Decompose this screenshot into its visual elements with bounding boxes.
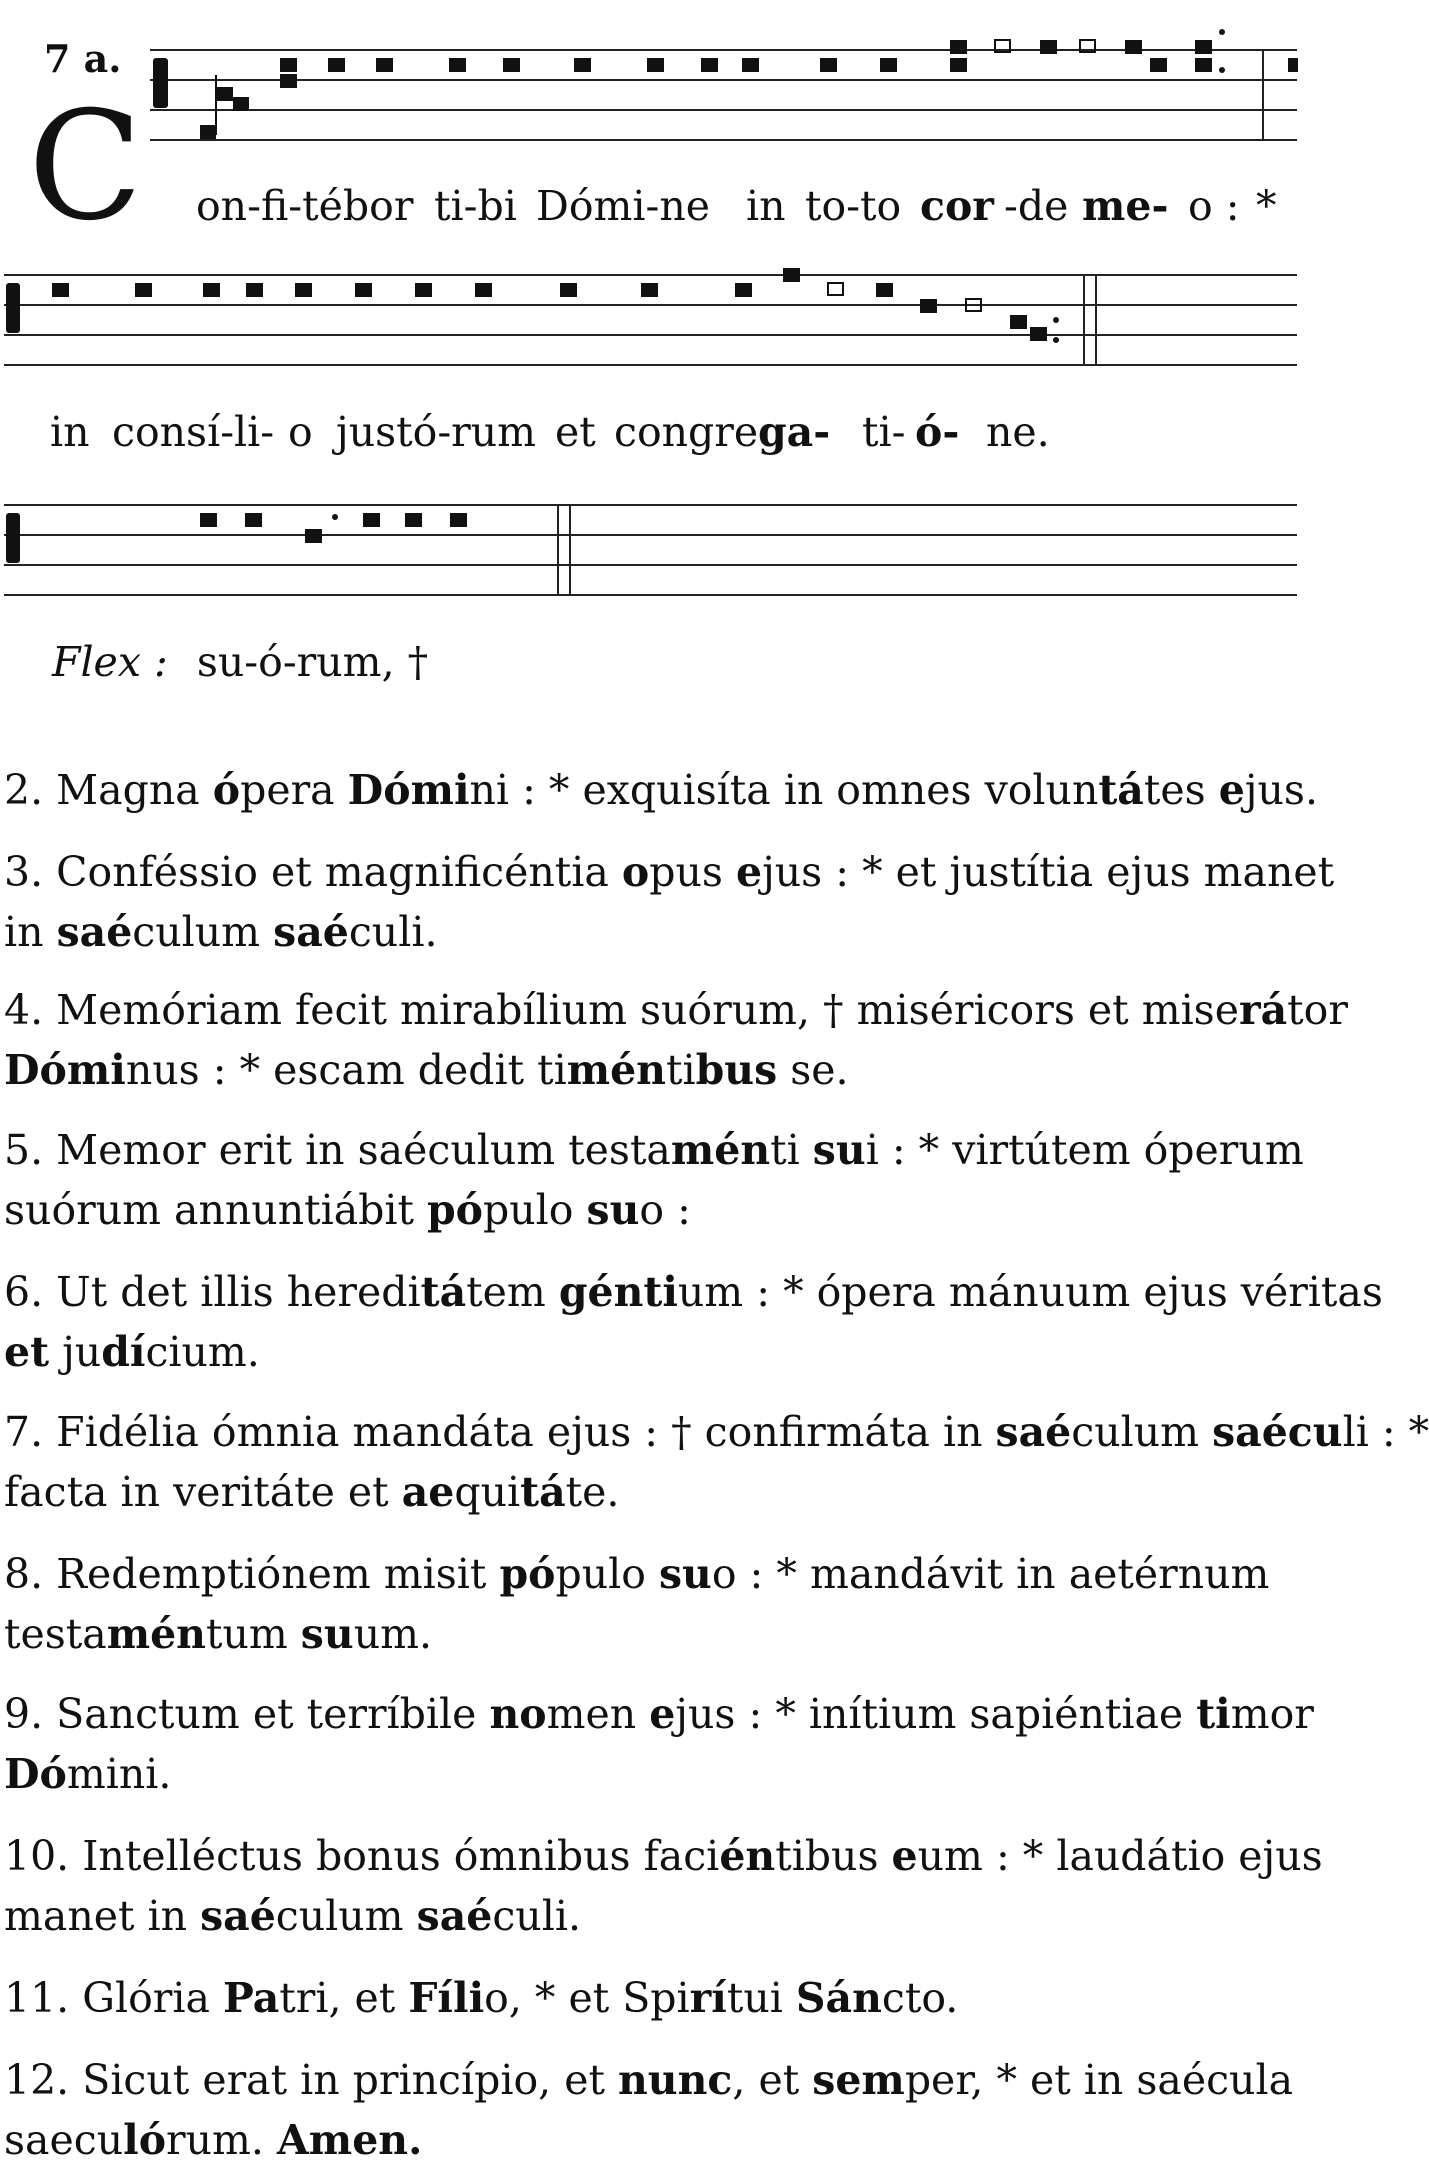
syllable: ne. (986, 408, 1050, 456)
verse-text: tibus (775, 1832, 892, 1880)
verse-6 (4, 1262, 1383, 1382)
verse-text: te. (565, 1468, 620, 1516)
accented-syllable: saécu (1212, 1408, 1343, 1456)
verse-text: in (4, 908, 57, 956)
verse-text: jus : * et justítia ejus manet (762, 848, 1335, 896)
verse-line (4, 1744, 1304, 1804)
accented-syllable: et (4, 1328, 50, 1376)
verse-text: facta in veritáte et (4, 1468, 402, 1516)
accented-syllable: su (586, 1186, 640, 1234)
accented-syllable: saé (416, 1892, 493, 1940)
verse-line (4, 1120, 1304, 1180)
verse-line (4, 902, 1304, 962)
syllable: justó-rum (336, 408, 537, 456)
verse-10 (4, 1826, 1323, 1946)
verse-11 (4, 1968, 1304, 2028)
syllable: me- (1082, 182, 1169, 230)
verse-text: tes (1143, 766, 1219, 814)
verse-text: um : * laudátio ejus (917, 1832, 1323, 1880)
syllable: ga- (758, 408, 831, 456)
verse-line (4, 1462, 1304, 1522)
verse-text: 5. Memor erit in saéculum testa (4, 1126, 671, 1174)
verse-text: culi. (348, 908, 438, 956)
syllable: et (555, 408, 596, 456)
verse-text: suórum annuntiábit (4, 1186, 428, 1234)
syllable: o : (1188, 182, 1240, 230)
verse-text: i : * virtútem óperum (865, 1126, 1304, 1174)
verse-text: ti (666, 1046, 696, 1094)
verse-text: pera (240, 766, 348, 814)
syllable: ti- (862, 408, 906, 456)
verse-text: jus. (1244, 766, 1318, 814)
verse-line (4, 1262, 1383, 1322)
accented-syllable: saé (995, 1408, 1072, 1456)
accented-syllable: o (621, 848, 650, 896)
mode-label: 7 a. (44, 36, 122, 81)
verse-line (4, 1180, 1304, 1240)
accented-syllable: su (300, 1610, 354, 1658)
verse-text: 9. Sanctum et terríbile (4, 1690, 490, 1738)
verse-text: saecu (4, 2116, 124, 2164)
accented-syllable: Dómi (4, 1046, 126, 1094)
verse-text: um : * ópera mánuum ejus véritas (677, 1268, 1383, 1316)
accented-syllable: no (489, 1690, 547, 1738)
verse-text: 6. Ut det illis heredi (4, 1268, 421, 1316)
verse-text: men (546, 1690, 650, 1738)
verse-text: per, * et in saécula (904, 2056, 1294, 2104)
verse-text: culum (275, 1892, 417, 1940)
verse-text: culum (1071, 1408, 1213, 1456)
verse-text: 12. Sicut erat in princípio, et (4, 2056, 618, 2104)
verse-text: tor (1287, 986, 1348, 1034)
syllable: cor (920, 182, 994, 230)
verse-text: mor (1230, 1690, 1314, 1738)
accented-syllable: su (812, 1126, 866, 1174)
verse-line (4, 1684, 1314, 1744)
accented-syllable: mén (670, 1126, 771, 1174)
accented-syllable: ae (401, 1468, 455, 1516)
accented-syllable: e (1218, 766, 1245, 814)
verse-text: culum (132, 908, 274, 956)
accented-syllable: génti (558, 1268, 678, 1316)
verse-text: tui (726, 1974, 796, 2022)
accented-syllable: rá (1239, 986, 1288, 1034)
verse-text: ju (49, 1328, 102, 1376)
accented-syllable: dí (101, 1328, 146, 1376)
verse-text: pulo (555, 1550, 659, 1598)
verse-text: tum (205, 1610, 301, 1658)
accented-syllable: ti (1196, 1690, 1231, 1738)
accented-syllable: saé (273, 908, 349, 956)
verse-text: tem (466, 1268, 559, 1316)
syllable: congre (614, 408, 759, 456)
verse-text: ti (770, 1126, 813, 1174)
verse-12 (4, 2050, 1304, 2170)
accented-syllable: mén (566, 1046, 666, 1094)
accented-syllable: su (658, 1550, 712, 1598)
accented-syllable: Dó (4, 1750, 67, 1798)
accented-syllable: ló (123, 2116, 167, 2164)
syllable: Dómi-ne (536, 182, 711, 230)
staff-1-notes (153, 29, 1298, 139)
verse-text: nus : * escam dedit ti (125, 1046, 567, 1094)
accented-syllable: nunc (618, 2056, 733, 2104)
verse-4 (4, 980, 1348, 1100)
verse-line (4, 2050, 1304, 2110)
verse-text: um. (353, 1610, 433, 1658)
accented-syllable: tá (420, 1268, 467, 1316)
verse-3 (4, 842, 1335, 962)
verse-text: cium. (145, 1328, 260, 1376)
verse-line (4, 1886, 1304, 1946)
verse-text: 10. Intelléctus bonus ómnibus faci (4, 1832, 720, 1880)
syllable: -de (1004, 182, 1069, 230)
verse-text: o : (639, 1186, 691, 1234)
syllable: ó- (915, 408, 960, 456)
verse-text: se. (777, 1046, 849, 1094)
verse-text: 7. Fidélia ómnia mandáta ejus : † confirmáta in (4, 1408, 996, 1456)
verse-line (4, 1402, 1429, 1462)
accented-syllable: Amen. (277, 2116, 423, 2164)
syllable: in (50, 408, 90, 456)
verse-text: pulo (483, 1186, 587, 1234)
syllable: * (1256, 182, 1277, 230)
verse-text: 8. Redemptiónem misit (4, 1550, 500, 1598)
accented-syllable: e (735, 848, 763, 896)
verse-text: o, * et Spi (484, 1974, 690, 2022)
verse-line (4, 760, 1318, 820)
verse-text: testa (4, 1610, 107, 1658)
flex-text: su-ó-rum, † (196, 638, 429, 686)
accented-syllable: tá (520, 1468, 566, 1516)
accented-syllable: Pa (222, 1974, 280, 2022)
verse-text: 4. Memóriam fecit mirabílium suórum, † miséricors et mise (4, 986, 1239, 1034)
verse-7 (4, 1402, 1429, 1522)
verse-text: ni : * exquisíta in omnes volun (469, 766, 1099, 814)
verse-text: manet in (4, 1892, 201, 1940)
accented-syllable: rí (689, 1974, 727, 2022)
verse-text: qui (454, 1468, 521, 1516)
accented-syllable: Sán (795, 1974, 882, 2022)
accented-syllable: pó (427, 1186, 484, 1234)
verse-line (4, 1040, 1304, 1100)
verse-text: , et (732, 2056, 813, 2104)
verse-line (4, 980, 1348, 1040)
accented-syllable: saé (56, 908, 133, 956)
verse-text: pus (649, 848, 736, 896)
verse-text: mini. (66, 1750, 172, 1798)
accented-syllable: tá (1098, 766, 1144, 814)
syllable: in (746, 182, 786, 230)
accented-syllable: Fíli (408, 1974, 485, 2022)
verse-text: tri, et (279, 1974, 409, 2022)
verse-line (4, 1968, 1304, 2028)
syllable: o (288, 408, 313, 456)
flex-label: Flex : (52, 638, 168, 686)
accented-syllable: e (649, 1690, 676, 1738)
staff-2 (0, 265, 1338, 385)
verse-line (4, 1826, 1323, 1886)
syllable: on-fi-tébor (196, 182, 414, 230)
verse-9 (4, 1684, 1314, 1804)
verse-text: 3. Conféssio et magnificéntia (4, 848, 622, 896)
accented-syllable: saé (200, 1892, 276, 1940)
accented-syllable: bus (695, 1046, 778, 1094)
syllable: to-to (805, 182, 902, 230)
verse-text: culi. (492, 1892, 581, 1940)
flex-line (52, 638, 428, 686)
accented-syllable: sem (812, 2056, 905, 2104)
verse-line (4, 1604, 1304, 1664)
accented-syllable: én (719, 1832, 776, 1880)
verse-text: 2. Magna (4, 766, 213, 814)
verse-line (4, 1544, 1304, 1604)
verse-text: jus : * inítium sapiéntiae (675, 1690, 1197, 1738)
verse-line (4, 1322, 1304, 1382)
accented-syllable: pó (499, 1550, 556, 1598)
accented-syllable: mén (106, 1610, 206, 1658)
verse-line (4, 2110, 1304, 2170)
verse-2 (4, 760, 1318, 820)
verse-text: 11. Glória (4, 1974, 223, 2022)
verse-text: o : * mandávit in aetérnum (711, 1550, 1270, 1598)
initial-letter: C (28, 80, 143, 254)
verse-text: cto. (881, 1974, 959, 2022)
verse-text: li : * (1342, 1408, 1429, 1456)
syllable: ti-bi (434, 182, 517, 230)
verse-5 (4, 1120, 1304, 1240)
verse-8 (4, 1544, 1304, 1664)
staff-3 (0, 495, 1338, 615)
accented-syllable: ó (212, 766, 241, 814)
syllable: consí-li- (112, 408, 275, 456)
verse-text: rum. (166, 2116, 277, 2164)
accented-syllable: e (891, 1832, 918, 1880)
accented-syllable: Dómi (347, 766, 470, 814)
staff-1 (0, 40, 1338, 160)
verse-line (4, 842, 1335, 902)
